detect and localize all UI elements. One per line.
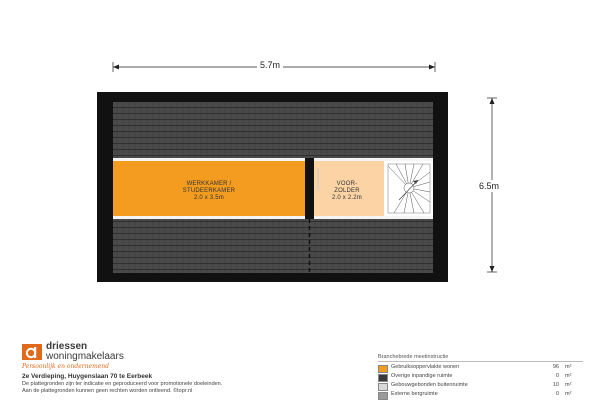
brand-name-secondary: woningmakelaars	[46, 351, 124, 362]
legend-label: Externe bergruimte	[391, 391, 438, 397]
room-voorzolder-size: 2.0 x 2.2m	[331, 195, 362, 201]
legend-swatch-other-indoor	[378, 374, 388, 382]
legend-unit: m²	[565, 391, 572, 397]
legend-label: Gebruiksoppervlakte wonen	[391, 364, 460, 370]
legend-row	[378, 373, 583, 382]
disclaimer-line-2-text: Aan de plattegronden kunnen geen rechten worden ontleend.	[22, 388, 172, 394]
legend-label: Gebouwgebonden buitenruimte	[391, 382, 468, 388]
room-voorzolder-line2: ZOLDER	[334, 188, 360, 194]
legend-row	[378, 382, 583, 391]
room-voorzolder-label	[314, 181, 380, 202]
legend-unit: m²	[565, 373, 572, 379]
knee-wall-bottom	[113, 216, 433, 219]
brand-tagline: Persoonlijk en ondernemend	[22, 363, 110, 370]
brand-logo-icon	[22, 344, 42, 360]
room-werkkamer-line2: STUDEERKAMER	[182, 188, 236, 194]
legend-unit: m²	[565, 382, 572, 388]
roof-slope-bottom	[113, 219, 433, 273]
legend-row	[378, 364, 583, 373]
credit-text: topr.nl	[177, 388, 193, 394]
floor-title-text: Verdieping, Huygenslaan 70 te Eerbeek	[31, 373, 153, 380]
room-voorzolder-line1: VOOR-	[336, 181, 358, 187]
legend-unit: m²	[565, 364, 572, 370]
roof-slope-top	[113, 102, 433, 158]
partition-wall	[305, 158, 314, 219]
legend-value: 96	[552, 364, 559, 370]
legend-value: 0	[555, 373, 559, 379]
legend-swatch-living	[378, 365, 388, 373]
width-label: 5.7m	[257, 60, 283, 70]
copyright-icon: ©	[173, 388, 178, 394]
legend-value: 10	[552, 382, 559, 388]
floor-title	[22, 373, 152, 380]
room-werkkamer-label	[169, 181, 249, 202]
floor-title-number: 2e	[22, 373, 30, 380]
knee-wall-top	[113, 158, 433, 161]
legend-title: Branchebrede meetinstructie	[378, 354, 449, 360]
room-werkkamer-size: 2.0 x 3.5m	[193, 195, 224, 201]
legend-divider	[378, 361, 583, 362]
legend-row	[378, 391, 583, 400]
legend-value: 0	[555, 391, 559, 397]
disclaimer-line-2	[22, 388, 192, 394]
brand-name-primary: driessen	[46, 341, 88, 352]
legend-swatch-outdoor	[378, 383, 388, 391]
height-label: 6.5m	[479, 181, 500, 191]
room-werkkamer-line1: WERKKAMER /	[186, 181, 232, 187]
legend-swatch-external-storage	[378, 392, 388, 400]
legend-label: Overige inpandige ruimte	[391, 373, 453, 379]
disclaimer-line-1: De plattegronden zijn ter indicatie en geproduceerd voor promotionele doeleinden.	[22, 381, 223, 387]
